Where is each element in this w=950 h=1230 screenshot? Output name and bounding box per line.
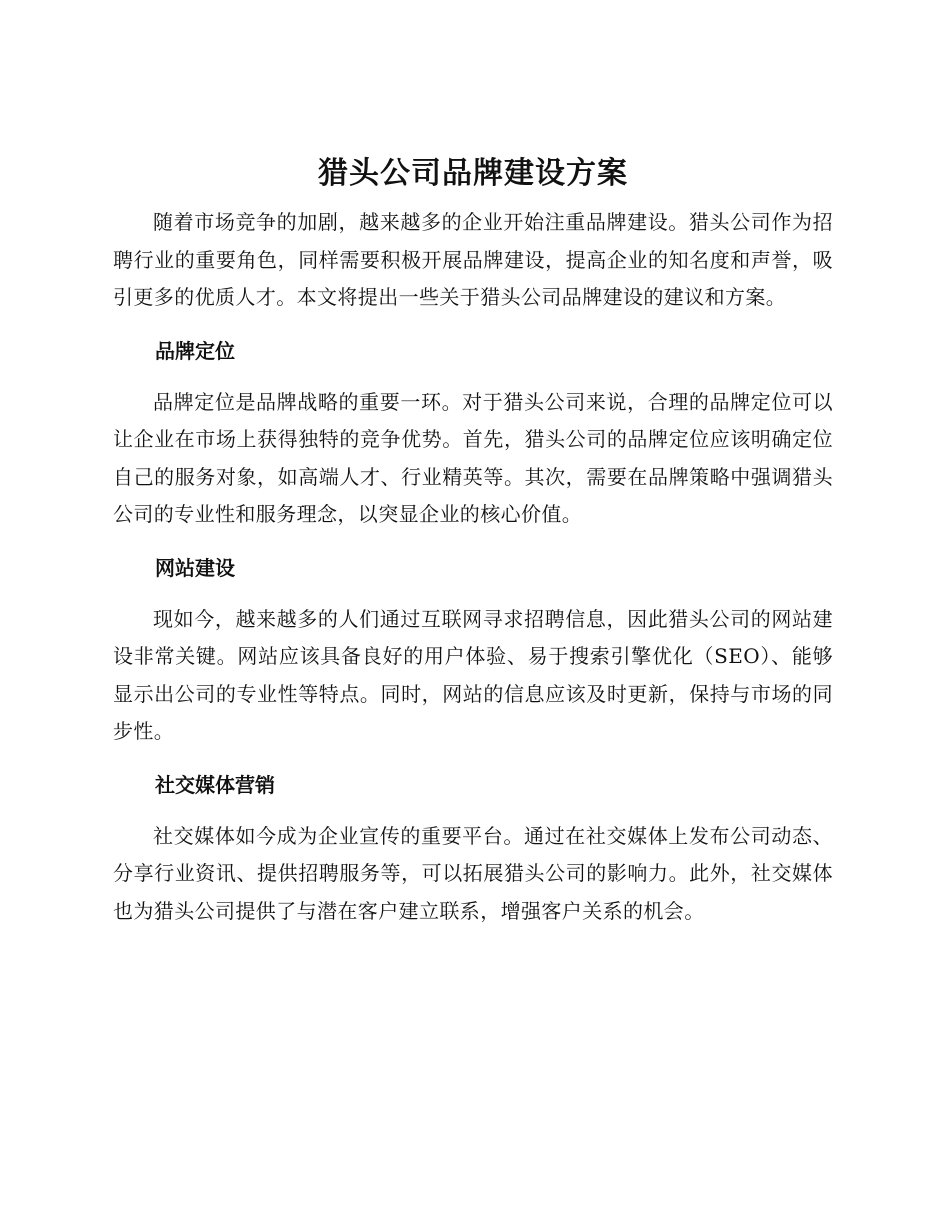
section-heading-social-media: 社交媒体营销: [155, 772, 275, 797]
intro-paragraph: 随着市场竞争的加剧，越来越多的企业开始注重品牌建设。猎头公司作为招聘行业的重要角色，同样需要积极开展品牌建设，提高企业的知名度和声誉，吸引更多的优质人才。本文将提出一些关于猎头公司品牌建设的建议和方案。: [113, 210, 833, 309]
document-title: 猎头公司品牌建设方案: [318, 156, 628, 191]
section-body-social-media: 社交媒体如今成为企业宣传的重要平台。通过在社交媒体上发布公司动态、分享行业资讯、提供招聘服务等，可以拓展猎头公司的影响力。此外，社交媒体也为猎头公司提供了与潜在客户建立联系，增强客户关系的机会。: [113, 823, 833, 923]
document-page: [113, 146, 833, 930]
section-heading-website: 网站建设: [155, 555, 235, 580]
section-body-brand-positioning: 品牌定位是品牌战略的重要一环。对于猎头公司来说，合理的品牌定位可以让企业在市场上获得独特的竞争优势。首先，猎头公司的品牌定位应该明确定位自己的服务对象，如高端人才、行业精英等。其次，需要在品牌策略中强调猎头公司的专业性和服务理念，以突显企业的核心价值。: [113, 389, 833, 526]
section-heading-brand-positioning: 品牌定位: [155, 338, 235, 363]
section-body-website: 现如今，越来越多的人们通过互联网寻求招聘信息，因此猎头公司的网站建设非常关键。网站应该具备良好的用户体验、易于搜索引擎优化（SEO）、能够显示出公司的专业性等特点。同时，网站的信息应该及时更新，保持与市场的同步性。: [113, 606, 833, 743]
